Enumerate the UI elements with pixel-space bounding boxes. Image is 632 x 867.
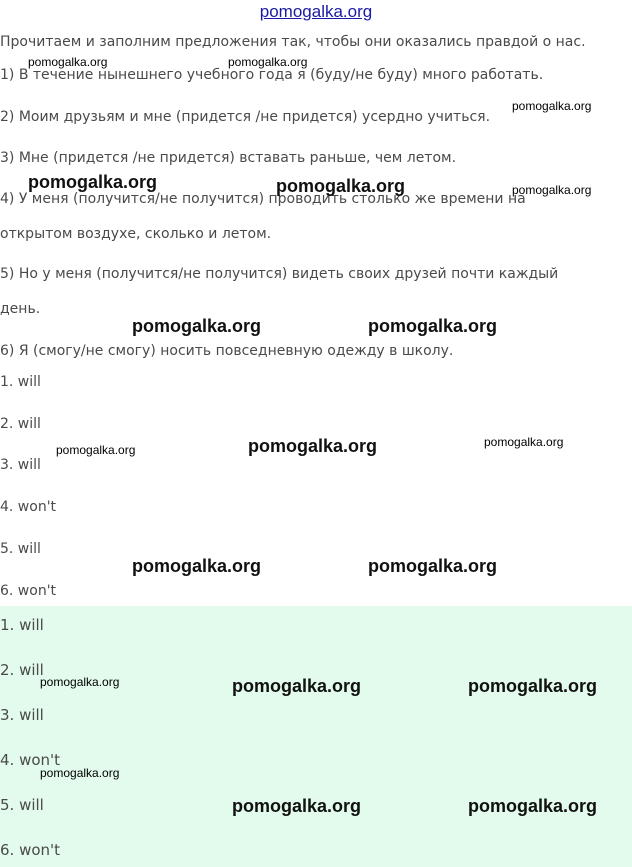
- watermark: pomogalka.org: [468, 676, 598, 696]
- task-sentence-2: 2) Моим друзьям и мне (придется /не придется) усердно учиться.: [0, 109, 491, 125]
- answer-2: 2. will: [0, 416, 41, 432]
- highlighted-answer-4: 4. won't: [0, 751, 61, 769]
- highlighted-answer-6: 6. won't: [0, 841, 61, 859]
- watermark: pomogalka.org: [468, 796, 598, 816]
- watermark: pomogalka.org: [368, 556, 498, 576]
- watermark: pomogalka.org: [232, 796, 362, 816]
- watermark: pomogalka.org: [512, 183, 592, 197]
- highlighted-answer-3: 3. will: [0, 706, 44, 724]
- watermark: pomogalka.org: [512, 99, 592, 113]
- answer-1: 1. will: [0, 374, 41, 390]
- watermark: pomogalka.org: [132, 556, 262, 576]
- watermark: pomogalka.org: [56, 443, 136, 457]
- watermark: pomogalka.org: [368, 316, 498, 336]
- task-sentence-3: 3) Мне (придется /не придется) вставать раньше, чем летом.: [0, 150, 457, 166]
- task-sentence-4-cont: открытом воздухе, сколько и летом.: [0, 226, 272, 242]
- watermark: pomogalka.org: [232, 676, 362, 696]
- highlighted-answer-5: 5. will: [0, 796, 44, 814]
- watermark: pomogalka.org: [132, 316, 262, 336]
- answer-5: 5. will: [0, 541, 41, 557]
- task-sentence-5-cont: день.: [0, 301, 41, 317]
- watermark: pomogalka.org: [228, 55, 308, 69]
- answer-3: 3. will: [0, 457, 41, 473]
- watermark: pomogalka.org: [276, 176, 406, 196]
- task-sentence-4: 4) У меня (получится/не получится) проводить столько же времени на: [0, 191, 526, 207]
- watermark: pomogalka.org: [40, 766, 120, 780]
- watermark: pomogalka.org: [484, 435, 564, 449]
- watermark: pomogalka.org: [28, 55, 108, 69]
- watermark: pomogalka.org: [40, 675, 120, 689]
- watermark: pomogalka.org: [28, 172, 158, 192]
- highlighted-answer-1: 1. will: [0, 616, 44, 634]
- site-link[interactable]: pomogalka.org: [259, 2, 373, 21]
- task-intro: Прочитаем и заполним предложения так, чтобы они оказались правдой о нас.: [0, 34, 586, 50]
- answer-4: 4. won't: [0, 499, 57, 515]
- highlighted-answer-2: 2. will: [0, 661, 44, 679]
- task-sentence-5: 5) Но у меня (получится/не получится) видеть своих друзей почти каждый: [0, 266, 559, 282]
- answers-highlight-box: [0, 606, 632, 867]
- task-sentence-1: 1) В течение нынешнего учебного года я (буду/не буду) много работать.: [0, 67, 544, 83]
- task-sentence-6: 6) Я (смогу/не смогу) носить повседневную одежду в школу.: [0, 343, 454, 359]
- watermark: pomogalka.org: [248, 436, 378, 456]
- answer-6: 6. won't: [0, 583, 57, 599]
